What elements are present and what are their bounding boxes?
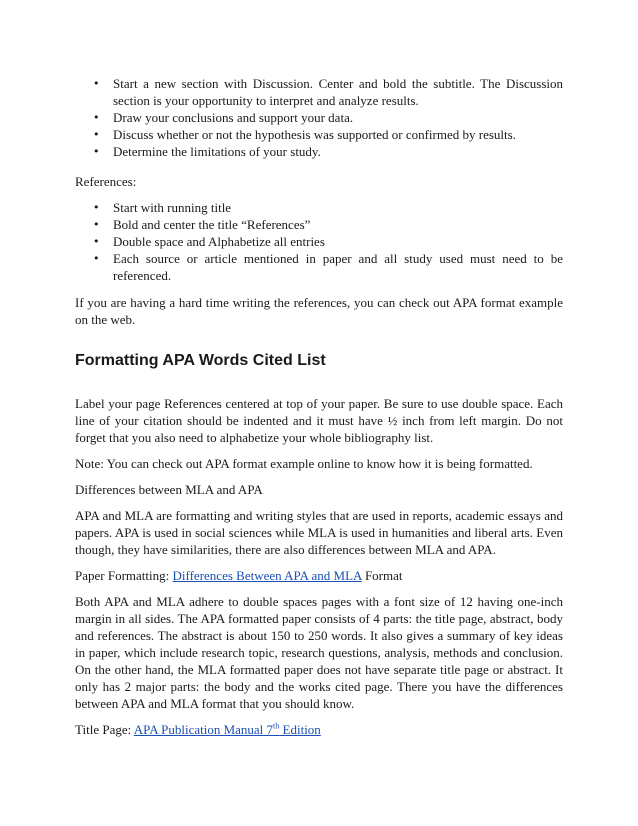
differences-paragraph: APA and MLA are formatting and writing styles that are used in reports, academic essays and papers. APA is used in social sciences while MLA is used in humanities and liberal arts. Even though, they have similarities, there are also differences between MLA and APA. (75, 508, 563, 557)
references-label: References: (75, 174, 137, 189)
paper-formatting-line (75, 567, 563, 584)
list-item: • Start a new section with Discussion. Center and bold the subtitle. The Discussion section is your opportunity to interpret and analyze results. (75, 75, 563, 109)
list-item: • Bold and center the title “References” (75, 216, 563, 233)
note-paragraph: Note: You can check out APA format example online to know how it is being formatted. (75, 456, 533, 471)
paper-formatting-prefix: Paper Formatting: (75, 568, 173, 583)
references-note: If you are having a hard time writing the references, you can check out APA format example on the web. (75, 295, 563, 327)
title-page-line (75, 721, 563, 738)
list-item: • Determine the limitations of your study. (75, 143, 563, 160)
list-item: • Draw your conclusions and support your data. (75, 109, 563, 126)
document-page (75, 70, 563, 738)
edition-superscript: th (273, 721, 280, 731)
references-bullet-list (75, 199, 563, 284)
list-item: • Discuss whether or not the hypothesis was supported or confirmed by results. (75, 126, 563, 143)
list-item: • Each source or article mentioned in paper and all study used must need to be referenced. (75, 250, 563, 284)
title-page-prefix: Title Page: (75, 722, 134, 737)
differences-title: Differences between MLA and APA (75, 482, 263, 497)
list-item: • Double space and Alphabetize all entries (75, 233, 563, 250)
apa-manual-link[interactable] (134, 722, 321, 737)
label-page-paragraph: Label your page References centered at top of your paper. Be sure to use double space. Each line of your citation should be indented and it must have ½ inch from left margin. Do not forget that you also need to alphabetize your whole bibliography list. (75, 396, 563, 445)
both-paragraph: Both APA and MLA adhere to double spaces pages with a font size of 12 having one-inch margin in all sides. The APA formatted paper consists of 4 parts: the title page, abstract, body and references. The abstract is about 150 to 250 words. It also gives a summary of key ideas in paper, which include research topic, research questions, analysis, methods and conclusion. On the other hand, the MLA formatted paper does not have separate title page or abstract. It only has 2 major parts: the body and the works cited page. There you have the differences between APA and MLA format that you should know. (75, 594, 563, 711)
discussion-bullet-list (75, 75, 563, 160)
list-item: • Start with running title (75, 199, 563, 216)
section-heading: Formatting APA Words Cited List (75, 352, 326, 369)
paper-formatting-suffix: Format (361, 568, 403, 583)
apa-manual-link-text: APA Publication Manual 7 (133, 722, 274, 737)
apa-manual-link-suffix: Edition (279, 722, 321, 737)
differences-link[interactable]: Differences Between APA and MLA (172, 568, 362, 583)
